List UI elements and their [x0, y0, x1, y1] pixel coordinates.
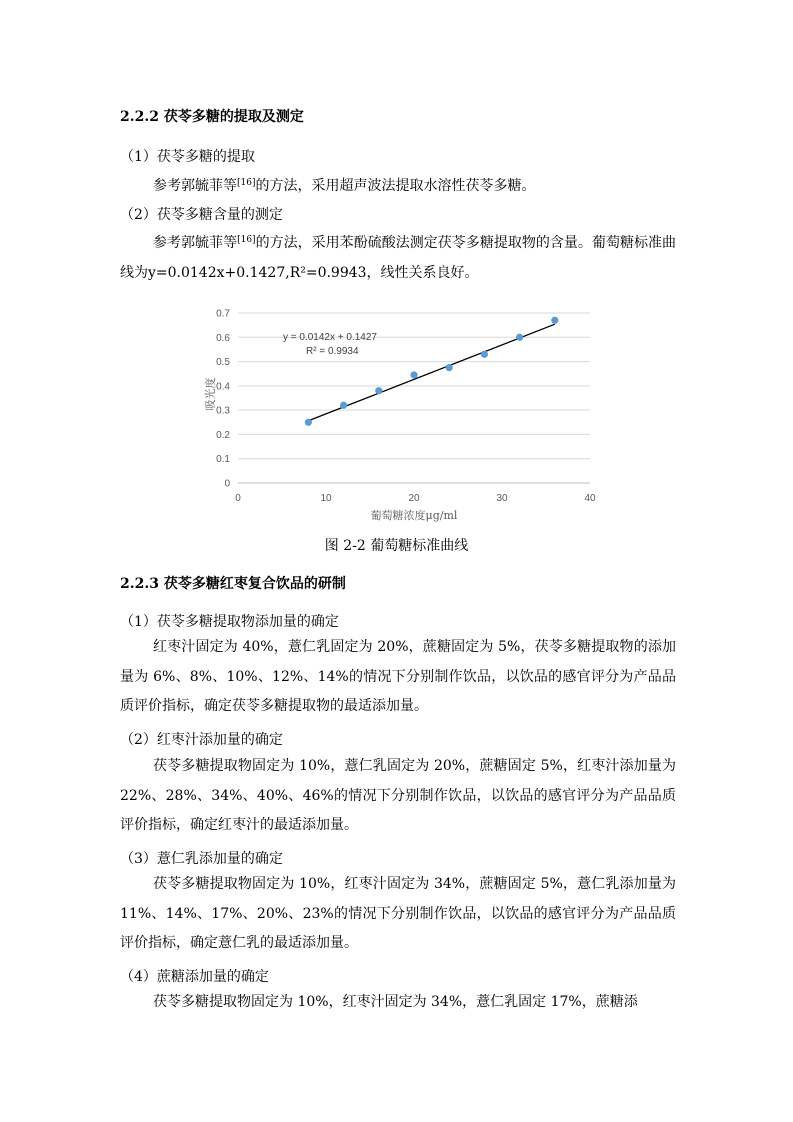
y-tick-label: 0.1	[216, 454, 230, 466]
citation-16: [16]	[237, 178, 256, 188]
data-point	[340, 402, 347, 409]
data-point	[410, 371, 417, 378]
subheading-s1: （1）茯苓多糖提取物添加量的确定	[120, 614, 339, 630]
subheading-s4: （4）蔗糖添加量的确定	[120, 969, 269, 985]
paragraph-s2: 茯苓多糖提取物固定为 10%，薏仁乳固定为 20%，蔗糖固定 5%，红枣汁添加量为 22%、28%、34%、40%、46%的情况下分别制作饮品，以饮品的感官评分为产品品质评价指标，确定红枣汁的最适添加量。	[120, 758, 676, 833]
data-point	[516, 334, 523, 341]
subheading-2-label: （2）茯苓多糖含量的测定	[120, 207, 283, 223]
x-tick-label: 30	[496, 493, 508, 504]
standard-curve-chart	[190, 300, 610, 530]
paragraph-2-text-a: 参考郭毓菲等	[153, 235, 238, 251]
trend-equation: y = 0.0142x + 0.1427	[283, 332, 377, 343]
subheading-s2: （2）红枣汁添加量的确定	[120, 732, 283, 748]
r-squared-label: R² = 0.9934	[306, 346, 359, 357]
y-tick-labels	[216, 309, 230, 490]
paragraph-2-text-b: 的方法，采用苯酚硫酸法测定茯苓多糖提取物的含量。葡萄糖标准曲线为y=0.0142x+0.1427,R²=0.9943，线性关系良好。	[120, 235, 677, 281]
paragraph-1-text-a: 参考郭毓菲等	[153, 178, 237, 194]
y-axis-label: 吸光度	[204, 377, 217, 411]
paragraph-s1: 红枣汁固定为 40%，薏仁乳固定为 20%，蔗糖固定为 5%，茯苓多糖提取物的添加量为 6%、8%、10%、12%、14%的情况下分别制作饮品，以饮品的感官评分为产品品质评价指标，确定茯苓多糖提取物的最适添加量。	[120, 639, 676, 714]
x-tick-labels	[235, 493, 596, 504]
data-point	[481, 351, 488, 358]
subheading-s3: （3）薏仁乳添加量的确定	[120, 851, 283, 867]
x-axis-label: 葡萄糖浓度μg/ml	[370, 509, 458, 522]
y-tick-label: 0.4	[216, 381, 230, 393]
section-heading-2-2-3: 2.2.3 茯苓多糖红枣复合饮品的研制	[120, 576, 346, 592]
paragraph-1-text-b: 的方法，采用超声波法提取水溶性茯苓多糖。	[255, 178, 536, 194]
data-point	[305, 419, 312, 426]
y-tick-label: 0.6	[216, 332, 230, 344]
y-tick-label: 0.2	[216, 429, 230, 441]
paragraph-s4: 茯苓多糖提取物固定为 10%，红枣汁固定为 34%，薏仁乳固定 17%，蔗糖添	[153, 994, 638, 1010]
x-tick-label: 20	[408, 493, 420, 504]
x-tick-label: 40	[584, 493, 596, 504]
x-tick-label: 10	[320, 493, 332, 504]
subheading-2	[120, 204, 283, 224]
y-tick-label: 0.3	[216, 405, 230, 417]
paragraph-2	[120, 226, 676, 288]
paragraph-s3: 茯苓多糖提取物固定为 10%，红枣汁固定为 34%，蔗糖固定 5%，薏仁乳添加量为 11%、14%、17%、20%、23%的情况下分别制作饮品，以饮品的感官评分为产品品质评价指标，确定薏仁乳的最适添加量。	[120, 876, 676, 951]
paragraph-1	[153, 175, 535, 195]
subheading-1: （1）茯苓多糖的提取	[120, 149, 255, 165]
data-point	[375, 387, 382, 394]
citation-16-b: [16]	[237, 235, 256, 245]
y-tick-label: 0	[224, 478, 230, 490]
y-tick-label: 0.5	[216, 357, 230, 369]
x-tick-label: 0	[235, 493, 241, 504]
section-heading-2-2-2: 2.2.2 茯苓多糖的提取及测定	[120, 109, 304, 125]
y-tick-label: 0.7	[216, 308, 230, 320]
data-point	[551, 317, 558, 324]
figure-caption: 图 2-2 葡萄糖标准曲线	[324, 538, 469, 554]
data-point	[446, 364, 453, 371]
